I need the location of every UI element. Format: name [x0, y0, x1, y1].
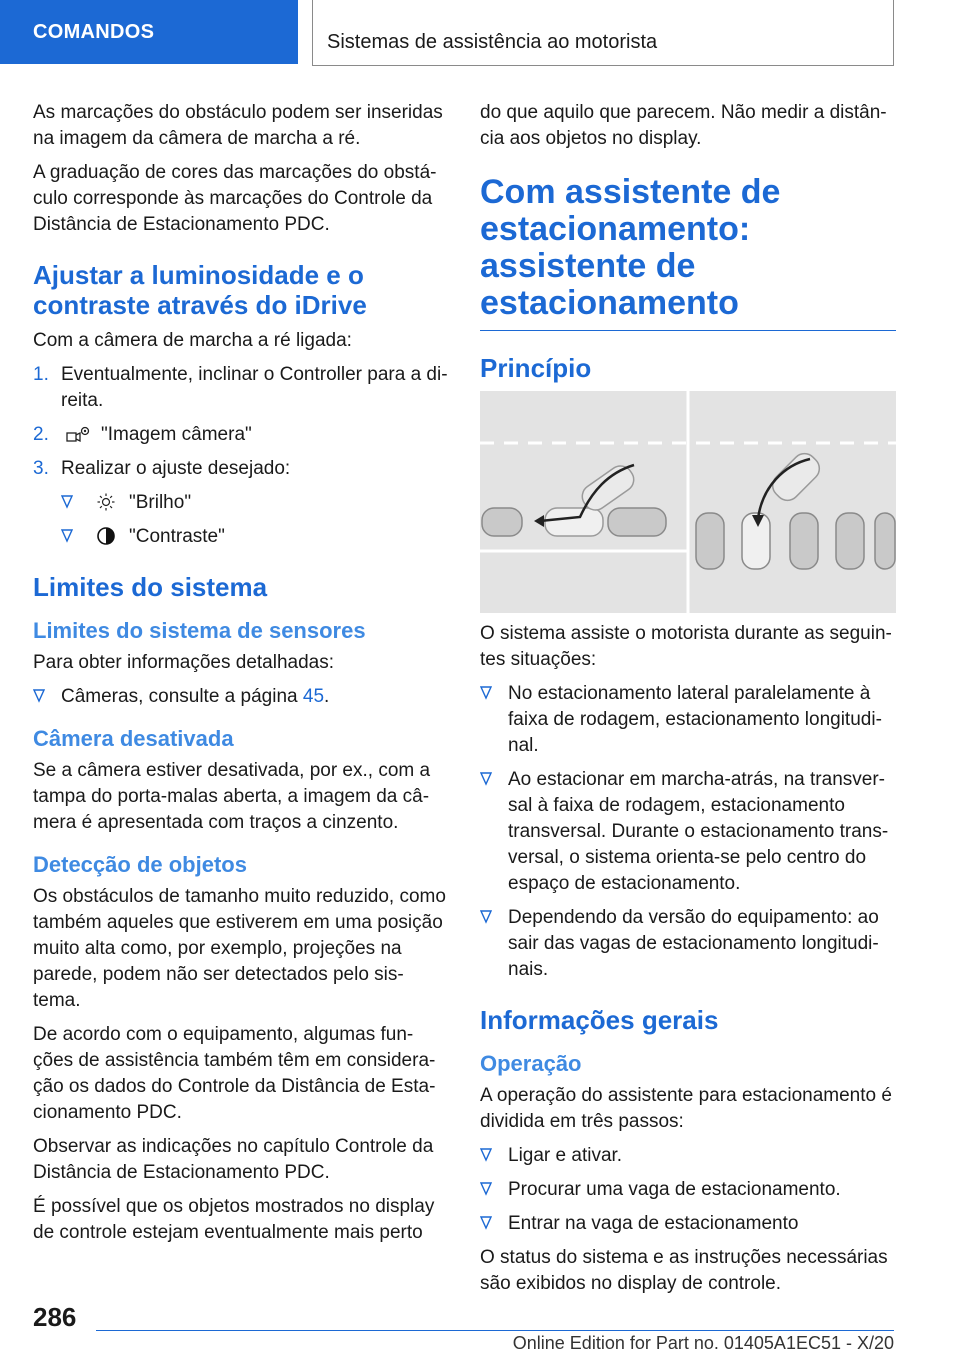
list-item	[33, 422, 449, 448]
paragraph: Com a câmera de marcha a ré ligada:	[33, 330, 352, 351]
paragraph: O sistema assiste o motorista durante as seguin-tes situações:	[480, 623, 892, 670]
option-contrast: "Contraste"	[129, 526, 225, 547]
step-number: 2.	[33, 424, 49, 445]
steps-list	[33, 362, 449, 482]
bullet-triangle-icon	[480, 686, 492, 700]
list-item	[480, 1143, 896, 1169]
list-text: No estacionamento lateral paralelamente à faixa de rodagem, estacionamento longitudi-nal.	[508, 683, 882, 756]
paragraph: De acordo com o equipamento, algumas fun-ções de assistência também têm em considera-ção os dados do Controle da Distância de Esta-cionamento PDC.	[33, 1024, 436, 1123]
bullet-triangle-icon	[61, 495, 73, 509]
option-brightness: "Brilho"	[129, 492, 192, 513]
bullet-triangle-icon	[61, 529, 73, 543]
list-item	[480, 1211, 896, 1237]
bullet-triangle-icon	[480, 1216, 492, 1230]
footer-divider	[96, 1330, 894, 1331]
heading-brightness-contrast: Ajustar a luminosidade e o contraste através do iDrive	[33, 260, 367, 320]
paragraph: Os obstáculos de tamanho muito reduzido, como também aqueles que estiverem em uma posição muito alta como, por exemplo, projeções na parede, podem não ser detectados pelo sis-tema.	[33, 886, 446, 1011]
section-tab[interactable]: COMANDOS	[0, 0, 298, 64]
page-link[interactable]: 45	[302, 686, 325, 707]
paragraph: As marcações do obstáculo podem ser inseridas na imagem da câmera de marcha a ré.	[33, 102, 443, 149]
step-number: 3.	[33, 458, 49, 479]
step-number: 1.	[33, 364, 49, 385]
camera-settings-icon	[65, 425, 91, 443]
step-text: Eventualmente, inclinar o Controller para a di-reita.	[61, 364, 448, 411]
main-heading: Com assistente de estacionamento: assistente de estacionamento	[480, 174, 896, 331]
list-item	[33, 684, 449, 710]
left-column	[33, 100, 449, 1254]
right-column	[480, 100, 896, 1305]
list-item	[33, 456, 449, 482]
list-text: Entrar na vaga de estacionamento	[508, 1213, 799, 1234]
parking-illustration	[480, 391, 896, 613]
paragraph: Se a câmera estiver desativada, por ex., com a tampa do porta-malas aberta, a imagem da câ-mera é apresentada com traços a cinzento.	[33, 760, 431, 833]
paragraph: do que aquilo que parecem. Não medir a distân-cia aos objetos no display.	[480, 102, 887, 149]
step-text: "Imagem câmera"	[101, 424, 252, 445]
heading-object-detection: Detecção de objetos	[33, 852, 247, 877]
heading-principle: Princípio	[480, 353, 592, 383]
heading-sensor-limits: Limites do sistema de sensores	[33, 618, 366, 643]
list-item	[61, 490, 449, 516]
chapter-title: Sistemas de assistência ao motorista	[312, 0, 894, 66]
bullet-triangle-icon	[33, 689, 45, 703]
sub-list	[33, 490, 449, 550]
list-text: Ao estacionar em marcha-atrás, na transver-sal à faixa de rodagem, estacionamento transversal. Durante o estacionamento trans-versal, o sistema orienta-se pelo centro do espaço de estacionamento.	[508, 769, 889, 894]
paragraph: É possível que os objetos mostrados no display de controle estejam eventualmente mais perto	[33, 1196, 435, 1243]
page-header	[0, 0, 960, 66]
paragraph: Para obter informações detalhadas:	[33, 652, 335, 673]
punctuation: .	[324, 686, 330, 707]
step-text: Realizar o ajuste desejado:	[61, 458, 291, 479]
bullet-triangle-icon	[480, 1148, 492, 1162]
list-text: Câmeras, consulte a página	[61, 686, 303, 707]
bullet-triangle-icon	[480, 1182, 492, 1196]
list-text: Procurar uma vaga de estacionamento.	[508, 1179, 841, 1200]
paragraph: A operação do assistente para estacionamento é dividida em três passos:	[480, 1085, 892, 1132]
list-text: Ligar e ativar.	[508, 1145, 623, 1166]
bullet-triangle-icon	[480, 910, 492, 924]
list-item	[480, 681, 896, 759]
heading-system-limits: Limites do sistema	[33, 572, 268, 602]
heading-camera-off: Câmera desativada	[33, 726, 234, 751]
heading-operation: Operação	[480, 1051, 582, 1076]
list-item	[480, 905, 896, 983]
page-footer	[0, 1290, 960, 1362]
paragraph: Observar as indicações no capítulo Controle da Distância de Estacionamento PDC.	[33, 1136, 434, 1183]
list-item	[61, 524, 449, 550]
heading-general-info: Informações gerais	[480, 1005, 719, 1035]
paragraph: A graduação de cores das marcações do obstá-culo corresponde às marcações do Controle da Distância de Estacionamento PDC.	[33, 162, 437, 235]
list-item	[33, 362, 449, 414]
list-item	[480, 1177, 896, 1203]
bullet-triangle-icon	[480, 772, 492, 786]
brightness-icon	[93, 493, 119, 511]
edition-text: Online Edition for Part no. 01405A1EC51 - X/20	[512, 1333, 894, 1353]
list-text: Dependendo da versão do equipamento: ao sair das vagas de estacionamento longitudi-nais.	[508, 907, 879, 980]
list-item	[480, 767, 896, 897]
paragraph: O status do sistema e as instruções necessárias são exibidos no display de controle.	[480, 1247, 888, 1294]
page-number: 286	[33, 1302, 77, 1332]
contrast-icon	[93, 527, 119, 545]
